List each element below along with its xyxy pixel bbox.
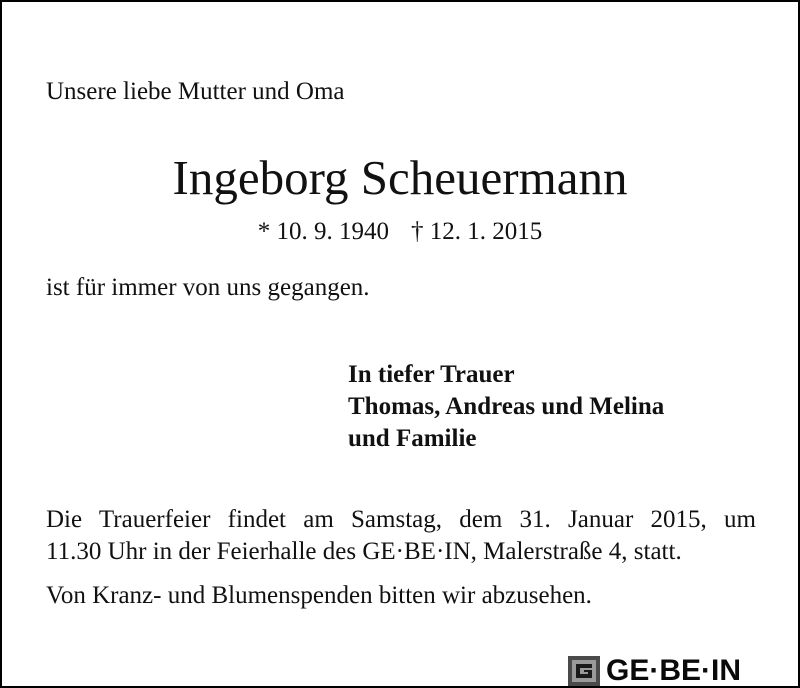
death-date: † 12. 1. 2015 <box>411 218 543 245</box>
mourners-names: Thomas, Andreas und Melina <box>348 393 665 420</box>
gebein-logo <box>568 655 741 686</box>
deceased-name: Ingeborg Scheuermann <box>172 150 628 205</box>
mourners-block <box>348 359 664 455</box>
ceremony-line-1: Die Trauerfeier findet am Samstag, dem 31. Januar 2015, um <box>46 506 756 533</box>
mourners-family: und Familie <box>348 425 477 452</box>
life-dates <box>2 216 798 248</box>
gebein-logo-text: GE·BE·IN <box>606 653 741 687</box>
passed-away-text: ist für immer von uns gegangen. <box>46 274 370 301</box>
intro-text: Unsere liebe Mutter und Oma <box>46 78 345 105</box>
ceremony-line-2: 11.30 Uhr in der Feierhalle des GE·BE·IN, Malerstraße 4, statt. <box>46 538 682 565</box>
mourning-line: In tiefer Trauer <box>348 361 515 388</box>
birth-date: * 10. 9. 1940 <box>257 218 389 245</box>
flowers-note: Von Kranz- und Blumenspenden bitten wir abzusehen. <box>46 582 592 609</box>
ceremony-info <box>46 504 756 568</box>
gebein-logo-icon <box>568 656 600 686</box>
